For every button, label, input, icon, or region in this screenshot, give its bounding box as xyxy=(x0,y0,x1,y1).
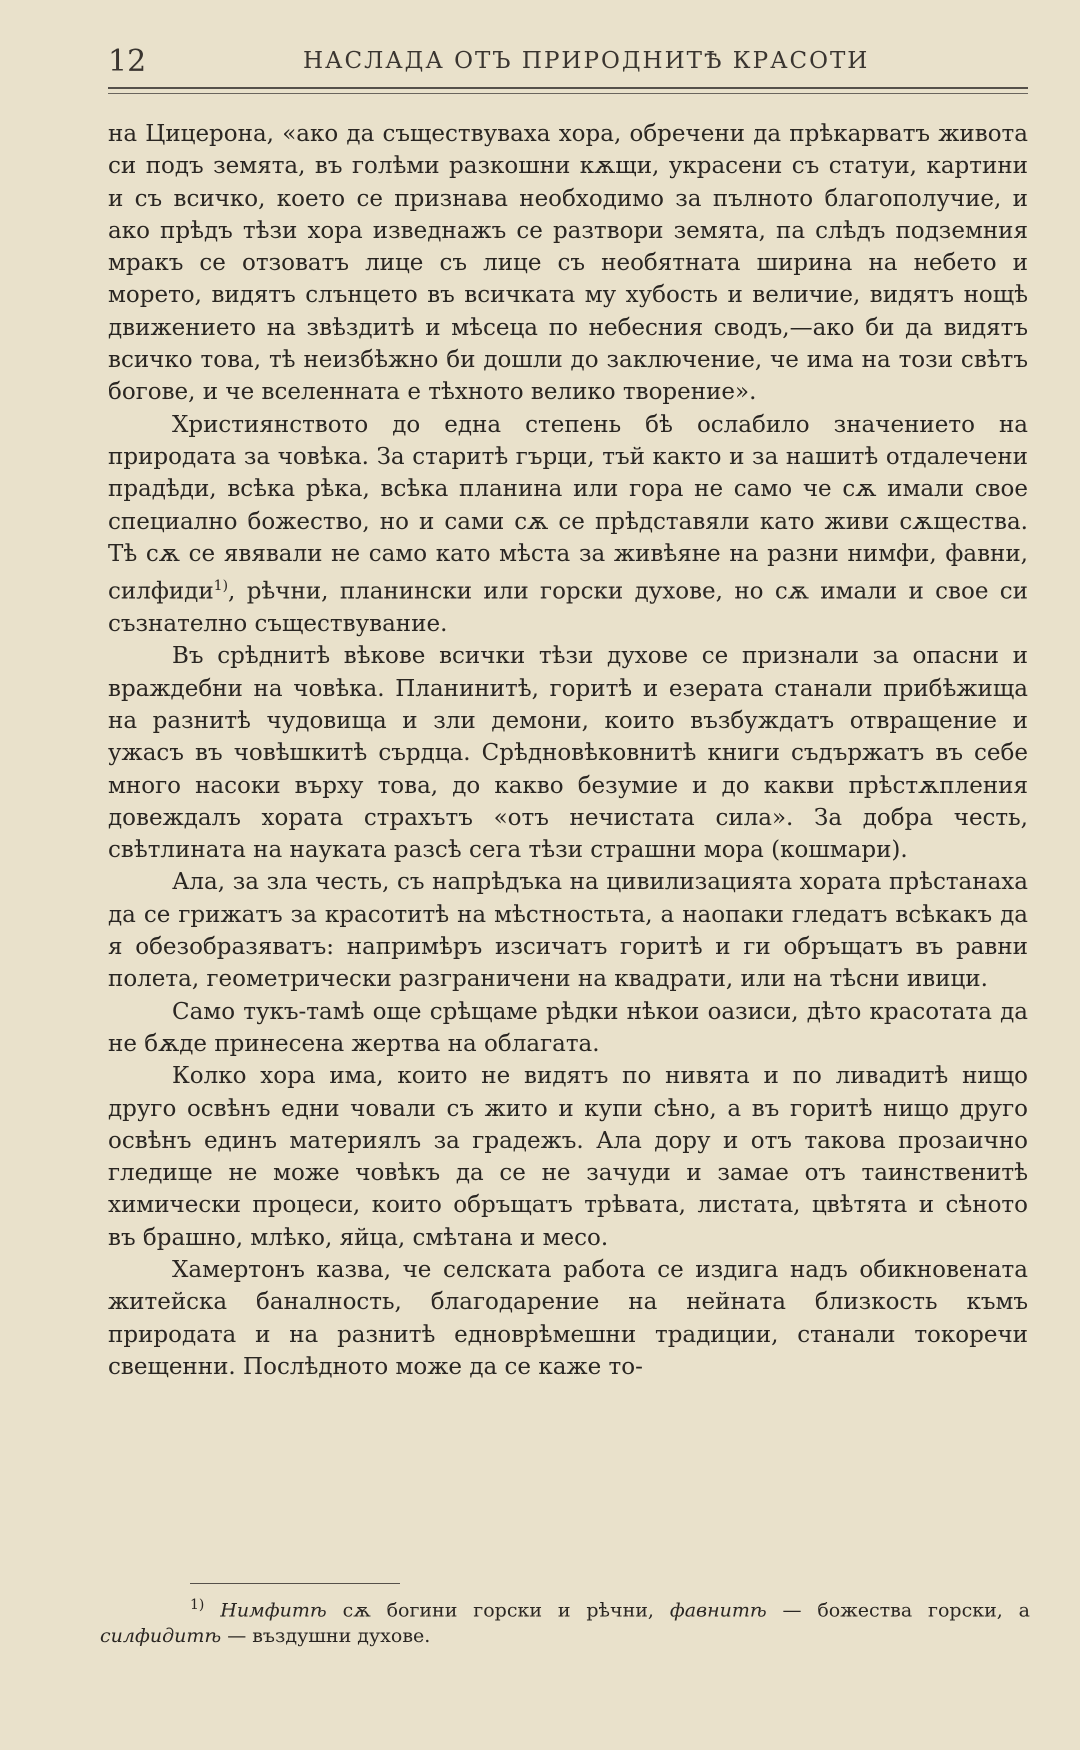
page-header xyxy=(108,40,1028,84)
paragraph-3: Въ срѣднитѣ вѣкове всички тѣзи духове се признали за опасни и враждебни на човѣка. Планинитѣ, горитѣ и езерата станали прибѣжища на разнитѣ чудовища и зли демони, които възбуждатъ отвращение и ужасъ въ човѣшкитѣ сърдца. Срѣдновѣковнитѣ книги съдържатъ въ себе много насоки върху това, до какво безумие и до какви прѣстѫпления довеждалъ хората страхътъ «отъ нечистата сила». За добра честь, свѣтлината на науката разсѣ сега тѣзи страшни мора (кошмари). xyxy=(108,643,1028,864)
footnote-text-1: сѫ богини горски и рѣчни, xyxy=(326,1599,670,1622)
footnote-text-3: — въздушни духове. xyxy=(221,1625,431,1648)
header-rule xyxy=(108,87,1028,89)
footnote-reference: 1) xyxy=(213,578,229,595)
header-rule-thin xyxy=(108,93,1028,94)
body-text xyxy=(108,118,1028,1383)
paragraph-7: Хамертонъ казва, че селската работа се издига надъ обикновената житейска баналность, благодарение на нейната близкость къмъ природата и на разнитѣ едноврѣмешни традиции, станали токоречи свещенни. Послѣдното може да се каже то- xyxy=(108,1257,1028,1380)
footnote-term-fauns: фавнитѣ xyxy=(669,1599,767,1622)
paragraph-4: Ала, за зла честь, съ напрѣдъка на цивилизацията хората прѣстанаха да се грижатъ за красотитѣ на мѣстностьта, а наопаки гледатъ всѣкакъ да я обезобразяватъ: напримѣръ изсичатъ горитѣ и ги обръщатъ въ равни полета, геометрически разграничени на квадрати, или на тѣсни ивици. xyxy=(108,869,1028,993)
paragraph-6: Колко хора има, които не видятъ по нивята и по ливадитѣ нищо друго освѣнъ едни човали съ жито и купи сѣно, а въ горитѣ нищо друго освѣнъ единъ материялъ за градежъ. Ала дору и отъ такова прозаично гледище не може човѣкъ да се не зачуди и замае отъ таинственитѣ химически процеси, които обръщатъ трѣвата, листата, цвѣтята и сѣното въ брашно, млѣко, яйца, смѣтана и месо. xyxy=(108,1063,1028,1251)
footnote-term-nymphs: Нимфитѣ xyxy=(220,1599,327,1622)
footnote-text-2: — божества горски, а xyxy=(766,1599,1030,1622)
footnote-term-sylphs: силфидитѣ xyxy=(100,1625,222,1648)
paragraph-1: на Цицерона, «ако да съществуваха хора, обречени да прѣкарватъ живота си подъ земята, въ голѣми разкошни кѫщи, украсени съ статуи, картини и съ всичко, което се признава необходимо за пълното благополучие, и ако прѣдъ тѣзи хора изведнажъ се разтвори земята, па слѣдъ подземния мракъ се отзоватъ лице съ лице съ необятната ширина на небето и морето, видятъ слънцето въ всичката му хубость и величие, видятъ нощѣ движението на звѣздитѣ и мѣсеца по небесния сводъ,—ако би да видятъ всичко това, тѣ неизбѣжно би дошли до заключение, че има на този свѣтъ богове, и че вселенната е тѣхното велико творение». xyxy=(108,121,1028,406)
paragraph-2-text-a: Християнството до една степень бѣ ослабило значението на природата за човѣка. За старитѣ гърци, тъй както и за нашитѣ отдалечени прадѣди, всѣка рѣка, всѣка планина или гора не само че сѫ имали свое специално божество, но и сами сѫ се прѣдставяли като живи сѫщества. Тѣ сѫ се явявали не само като мѣста за живѣяне на разни нимфи, фавни, силфиди xyxy=(108,411,1028,605)
page-number: 12 xyxy=(108,44,147,79)
paragraph-5: Само тукъ-тамѣ още срѣщаме рѣдки нѣкои оазиси, дѣто красотата да не бѫде принесена жертва на облагата. xyxy=(108,998,1028,1057)
footnote-marker: 1) xyxy=(190,1597,205,1613)
footnote-1 xyxy=(100,1592,1030,1649)
paragraph-2-text-b: , рѣчни, планински или горски духове, но сѫ имали и свое си съзнателно съществувание. xyxy=(108,578,1028,638)
running-title: НАСЛАДА ОТЪ ПРИРОДНИТѢ КРАСОТИ xyxy=(303,48,870,74)
footnotes xyxy=(100,1592,1030,1649)
paragraph-2 xyxy=(108,409,1028,641)
footnote-rule xyxy=(190,1583,400,1584)
